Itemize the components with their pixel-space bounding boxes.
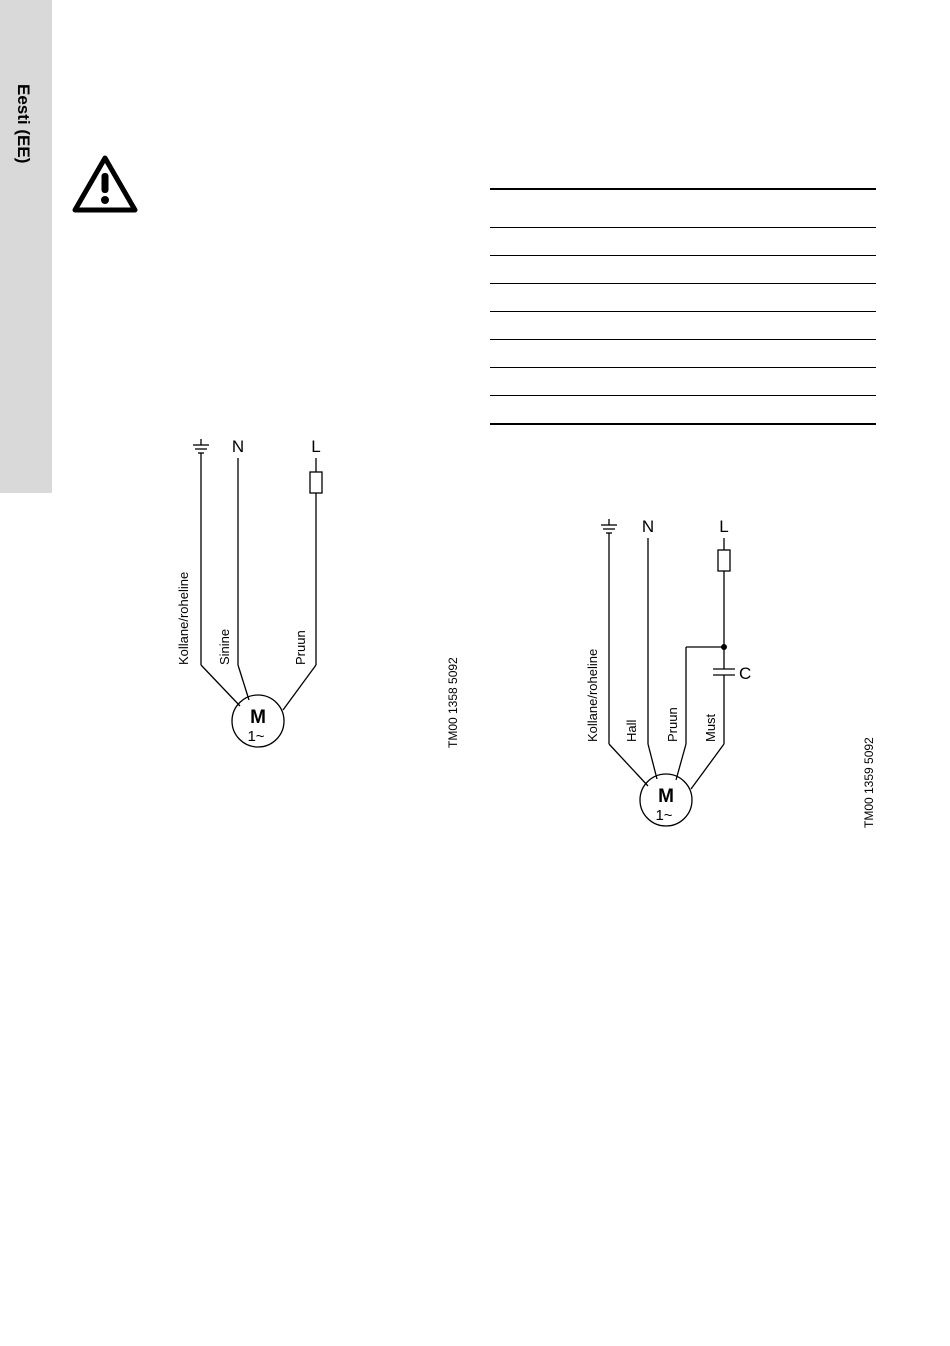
wire-brown-label: Pruun — [665, 707, 680, 742]
motor-phase-label: 1~ — [655, 807, 673, 824]
wire-live-label: Pruun — [293, 630, 308, 665]
capacitor-symbol-icon — [713, 669, 735, 675]
wiring-diagram-2 — [601, 519, 735, 826]
wire-grey-label: Hall — [624, 719, 639, 742]
side-tab-label: Eesti (EE) — [14, 84, 33, 164]
wire-black-label: Must — [703, 713, 718, 742]
terminal-l-label: L — [311, 437, 321, 456]
fuse-symbol-icon — [310, 472, 322, 493]
terminal-n-label: N — [641, 517, 655, 536]
wire-earth-label: Kollane/roheline — [176, 571, 191, 665]
wiring-diagram-1 — [193, 439, 322, 747]
fuse-symbol-icon — [718, 550, 730, 571]
terminal-l-label: L — [719, 517, 729, 536]
diagram-1-reference: TM00 1358 5092 — [446, 657, 460, 748]
wire-neutral-label: Sinine — [217, 628, 232, 665]
junction-dot — [721, 644, 727, 650]
motor-m-label: M — [250, 707, 266, 728]
motor-m-label: M — [658, 786, 674, 807]
earth-symbol-icon — [601, 519, 617, 533]
earth-symbol-icon — [193, 439, 209, 453]
motor-phase-label: 1~ — [247, 728, 265, 745]
diagram-2-reference: TM00 1359 5092 — [862, 737, 876, 828]
terminal-n-label: N — [231, 437, 245, 456]
capacitor-label: C — [739, 664, 752, 683]
wire-earth-label: Kollane/roheline — [585, 648, 600, 742]
